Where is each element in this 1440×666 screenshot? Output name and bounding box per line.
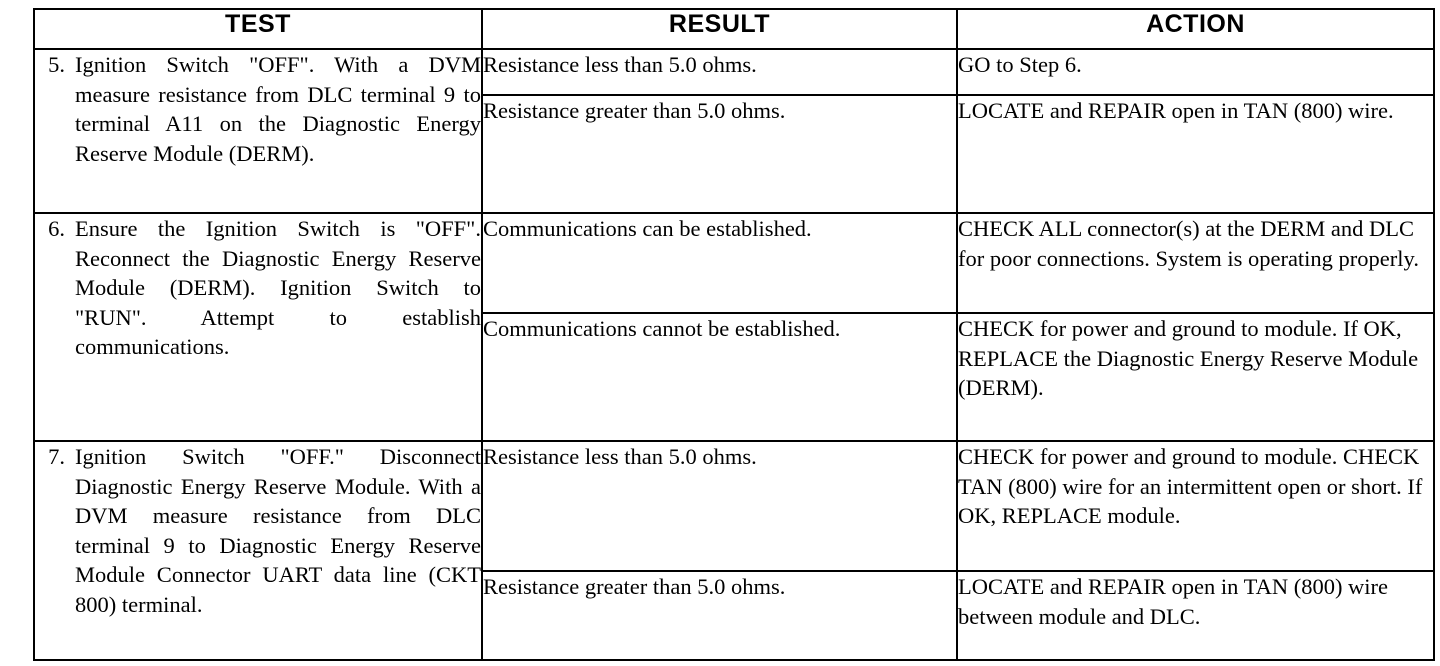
table-row: [34, 213, 1434, 313]
result-header: RESULT: [482, 9, 957, 49]
step-number: 5.: [48, 52, 65, 77]
test-header: TEST: [34, 9, 482, 49]
action-cell: LOCATE and REPAIR open in TAN (800) wire between module and DLC.: [957, 571, 1434, 660]
test-cell: [34, 441, 482, 660]
test-text: Ignition Switch "OFF". With a DVM measure resistance from DLC terminal 9 to terminal A11 on the Diagnostic Energy Reserve Module (DERM).: [75, 52, 481, 166]
test-cell: [34, 49, 482, 213]
result-cell: Resistance less than 5.0 ohms.: [482, 49, 957, 95]
table-row: [34, 49, 1434, 95]
header-row: [34, 9, 1434, 49]
result-cell: Communications can be established.: [482, 213, 957, 313]
result-cell: Resistance less than 5.0 ohms.: [482, 441, 957, 571]
result-cell: Resistance greater than 5.0 ohms.: [482, 95, 957, 213]
action-cell: CHECK for power and ground to module. If OK, REPLACE the Diagnostic Energy Reserve Module (DERM).: [957, 313, 1434, 441]
test-cell: [34, 213, 482, 441]
test-text: Ensure the Ignition Switch is "OFF". Reconnect the Diagnostic Energy Reserve Module (DERM). Ignition Switch to "RUN". Attempt to establish communications.: [75, 216, 481, 359]
action-header: ACTION: [957, 9, 1434, 49]
action-cell: CHECK for power and ground to module. CHECK TAN (800) wire for an intermittent open or short. If OK, REPLACE module.: [957, 441, 1434, 571]
diagnostic-table: [33, 8, 1435, 661]
action-cell: GO to Step 6.: [957, 49, 1434, 95]
action-cell: LOCATE and REPAIR open in TAN (800) wire.: [957, 95, 1434, 213]
result-cell: Communications cannot be established.: [482, 313, 957, 441]
step-number: 7.: [48, 444, 65, 469]
step-number: 6.: [48, 216, 65, 241]
result-cell: Resistance greater than 5.0 ohms.: [482, 571, 957, 660]
table-row: [34, 441, 1434, 571]
test-text: Ignition Switch "OFF." Disconnect Diagnostic Energy Reserve Module. With a DVM measure resistance from DLC terminal 9 to Diagnostic Energy Reserve Module Connector UART data line (CKT 800) terminal.: [75, 444, 481, 617]
action-cell: CHECK ALL connector(s) at the DERM and DLC for poor connections. System is operating properly.: [957, 213, 1434, 313]
